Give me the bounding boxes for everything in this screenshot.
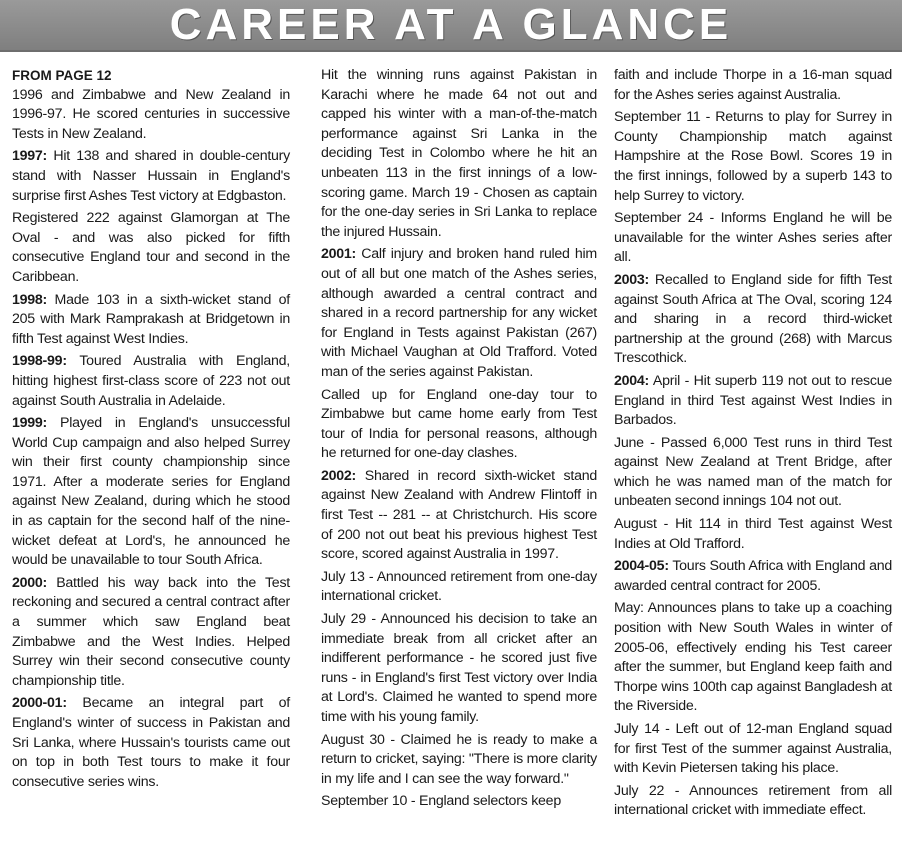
entry-text: June - Passed 6,000 Test runs in third Test against New Zealand at Trent Bridge, after which he was named man of the match for unbeaten second innings 104 not out. (614, 434, 892, 510)
entry-text: April - Hit superb 119 not out to rescue England in third Test against West Indies in Barbados. (614, 372, 892, 429)
entry-text: Battled his way back into the Test reckoning and secured a central contract after a summer which saw England beat Zimbabwe and the West Indies. Helped Surrey win their second consecutive county championship title. (12, 574, 290, 689)
career-entry (12, 86, 290, 145)
career-entry (12, 352, 290, 411)
career-entry (321, 568, 597, 607)
header-banner (0, 0, 902, 52)
career-entry (614, 434, 892, 512)
entry-year: 1998-99: (12, 353, 67, 370)
entry-text: Shared in record sixth-wicket stand against New Zealand with Andrew Flintoff in first Test -- 281 -- at Christchurch. His score of 200 not out beat his previous highest Test score, scored against Australia in 1997. (321, 467, 597, 563)
entry-year: 2004: (614, 372, 650, 389)
career-entry (12, 414, 290, 571)
entry-text: July 22 - Announces retirement from all international cricket with immediate effect. (614, 782, 892, 819)
career-entry (12, 694, 290, 792)
career-entry (12, 147, 290, 206)
entry-year: 1999: (12, 415, 48, 432)
career-entry (614, 108, 892, 206)
entry-text: faith and include Thorpe in a 16-man squad for the Ashes series against Australia. (614, 67, 892, 103)
career-entry (12, 291, 290, 350)
entry-text: Played in England's unsuccessful World Cup campaign and also helped Surrey win their first county championship since 1971. After a moderate series for England against New Zealand, during which he stood in as captain for the second half of the nine-wicket defeat at Lord's, he announced he would be unavailable to tour South Africa. (12, 415, 290, 569)
column-2-body (321, 66, 597, 812)
entry-text: Calf injury and broken hand ruled him out of all but one match of the Ashes series, although awarded a central contract and shared in a record partnership for any wicket for England in Tests against Pakistan (267) with Michael Vaughan at Old Trafford. Voted man of the series against Pakistan. (321, 246, 597, 380)
entry-text: Made 103 in a sixth-wicket stand of 205 with Mark Ramprakash at Bridgetown in fifth Test against West Indies. (12, 291, 290, 347)
career-entry (614, 599, 892, 717)
entry-text: Tours South Africa with England and awarded central contract for 2005. (614, 558, 892, 594)
career-entry (321, 731, 597, 790)
entry-year: 1997: (12, 148, 48, 165)
entry-year: 2000-01: (12, 695, 67, 712)
column-2 (321, 66, 597, 846)
career-entry (614, 372, 892, 431)
column-1 (12, 66, 290, 846)
entry-text: 1996 and Zimbabwe and New Zealand in 1996-97. He scored centuries in successive Tests in New Zealand. (12, 86, 290, 142)
entry-text: September 24 - Informs England he will be unavailable for the winter Ashes series after all. (614, 210, 892, 266)
entry-text: July 14 - Left out of 12-man England squad for first Test of the summer against Australia, with Kevin Pietersen taking his place. (614, 721, 892, 777)
page-title: CAREER AT A GLANCE (169, 0, 733, 49)
career-entry (12, 209, 290, 287)
career-entry (321, 792, 597, 812)
career-entry (12, 574, 290, 692)
continuation-label: FROM PAGE 12 (12, 68, 112, 83)
entry-text: Registered 222 against Glamorgan at The Oval - and was also picked for fifth consecutive England tour and second in the Caribbean. (12, 210, 290, 285)
entry-text: Called up for England one-day tour to Zimbabwe but came home early from Test tour of India for personal reasons, although he returned for one-day clashes. (321, 386, 597, 462)
entry-text: July 29 - Announced his decision to take an immediate break from all cricket after an indifferent performance - he scored just five runs - in England's first Test victory over India at Lord's. Claimed he wanted to spend more time with his young family. (321, 611, 597, 725)
entry-text: Hit 138 and shared in double-century stand with Nasser Hussain in England's surprise first Ashes Test victory at Edgbaston. (12, 148, 290, 204)
column-3 (614, 66, 892, 846)
career-entry (321, 610, 597, 728)
entry-year: 2002: (321, 467, 357, 484)
entry-text: Hit the winning runs against Pakistan in Karachi where he made 64 not out and capped his winter with a man-of-the-match performance against Sri Lanka in the deciding Test in Colombo where he hit an unbeaten 113 in the first innings of a low-scoring game. March 19 - Chosen as captain for the one-day series in Sri Lanka to replace the injured Hussain. (321, 67, 597, 240)
entry-text: Toured Australia with England, hitting highest first-class score of 223 not out against South Australia in Adelaide. (12, 353, 290, 409)
entry-year: 2004-05: (614, 558, 669, 575)
career-entry (614, 557, 892, 596)
career-entry (614, 720, 892, 779)
article-columns (12, 66, 892, 846)
career-entry (321, 467, 597, 565)
career-entry (321, 386, 597, 464)
entry-text: September 10 - England selectors keep (321, 793, 561, 810)
entry-year: 1998: (12, 291, 48, 308)
career-entry (614, 66, 892, 105)
career-entry (614, 271, 892, 369)
column-3-body (614, 66, 892, 821)
entry-text: August - Hit 114 in third Test against West Indies at Old Trafford. (614, 516, 892, 552)
career-entry (614, 515, 892, 554)
career-entry (321, 66, 597, 242)
entry-text: May: Announces plans to take up a coaching position with New South Wales in winter of 2005-06, effectively ending his Test career after the summer, but England keep faith and Thorpe wins 100th cap against Bangladesh at the Riverside. (614, 600, 892, 715)
entry-year: 2001: (321, 246, 357, 263)
career-entry (614, 209, 892, 268)
column-1-body (12, 86, 290, 793)
career-entry (321, 245, 597, 382)
entry-year: 2000: (12, 574, 48, 591)
entry-text: Recalled to England side for fifth Test against South Africa at The Oval, scoring 124 and sharing in a record third-wicket partnership at the ground (268) with Marcus Trescothick. (614, 271, 892, 367)
entry-text: Became an integral part of England's winter of success in Pakistan and Sri Lanka, where Hussain's tourists came out on top in both Test tours to make it four consecutive series wins. (12, 695, 290, 790)
career-entry (614, 782, 892, 821)
entry-text: September 11 - Returns to play for Surrey in County Championship match against Hampshire at the Rose Bowl. Scores 19 in the first innings, followed by a superb 143 to help Surrey to victory. (614, 109, 892, 204)
entry-text: August 30 - Claimed he is ready to make a return to cricket, saying: "There is more clarity in my life and I can see the way forward." (321, 731, 597, 787)
entry-year: 2003: (614, 271, 650, 288)
entry-text: July 13 - Announced retirement from one-day international cricket. (321, 568, 597, 605)
